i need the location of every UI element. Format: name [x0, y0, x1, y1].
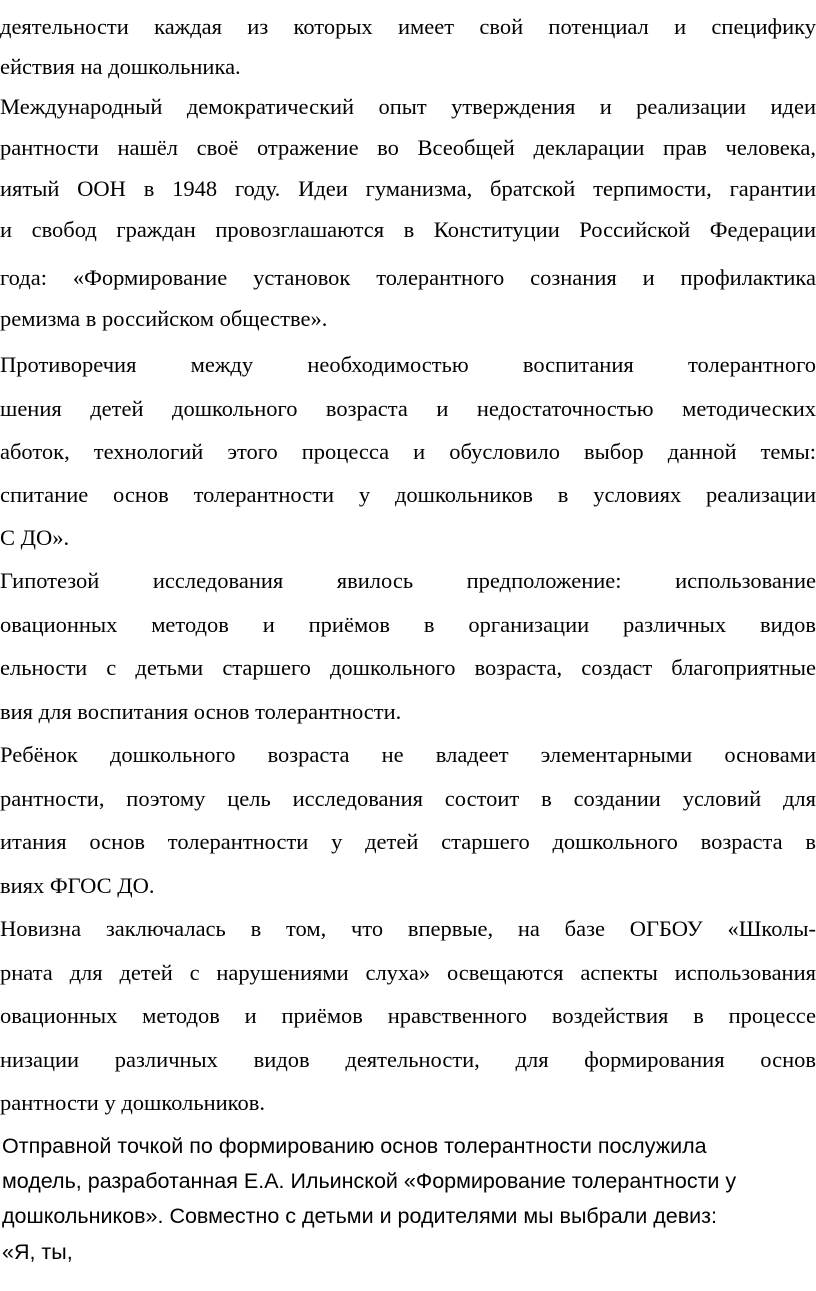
text-line: года: «Формирование установок толерантного сознания и профилактика [0, 265, 816, 290]
text-line: аботок, технологий этого процесса и обусловило выбор данной темы: [0, 439, 816, 464]
text-line: овационных методов и приёмов в организации различных видов [0, 612, 816, 637]
text-line: иятый ООН в 1948 году. Идеи гуманизма, братской терпимости, гарантии [0, 176, 816, 201]
text-line: дошкольников». Совместно с детьми и родителями мы выбрали девиз: [2, 1204, 717, 1228]
text-line: ремизма в российском обществе». [0, 306, 328, 331]
text-line: деятельности каждая из которых имеет свой потенциал и специфику [0, 14, 816, 39]
text-line: Ребёнок дошкольного возраста не владеет элементарными основами [0, 742, 816, 767]
text-line: и свобод граждан провозглашаются в Конституции Российской Федерации [0, 217, 816, 242]
text-line: рантности у дошкольников. [0, 1090, 265, 1115]
text-line: спитание основ толерантности у дошкольников в условиях реализации [0, 482, 816, 507]
text-line: ельности с детьми старшего дошкольного возраста, создаст благоприятные [0, 655, 816, 680]
text-line: «Я, ты, [2, 1240, 73, 1264]
text-line: рантности нашёл своё отражение во Всеобщей декларации прав человека, [0, 135, 816, 160]
text-line: вия для воспитания основ толерантности. [0, 699, 402, 724]
text-line: итания основ толерантности у детей старшего дошкольного возраста в [0, 829, 816, 854]
text-line: шения детей дошкольного возраста и недостаточностью методических [0, 396, 816, 421]
text-line: рната для детей с нарушениями слуха» освещаются аспекты использования [0, 960, 816, 985]
text-line: Противоречия между необходимостью воспитания толерантного [0, 352, 816, 377]
text-line: низации различных видов деятельности, для формирования основ [0, 1047, 816, 1072]
text-line: овационных методов и приёмов нравственного воздействия в процессе [0, 1003, 816, 1028]
text-line: Новизна заключалась в том, что впервые, на базе ОГБОУ «Школы- [0, 916, 816, 941]
text-line: модель, разработанная Е.А. Ильинской «Формирование толерантности у [2, 1169, 737, 1193]
text-line: Гипотезой исследования явилось предположение: использование [0, 568, 816, 593]
text-line: Отправной точкой по формированию основ толерантности послужила [2, 1134, 707, 1158]
text-line: ействия на дошкольника. [0, 54, 241, 79]
text-line: виях ФГОС ДО. [0, 873, 155, 898]
text-line: С ДО». [0, 525, 70, 550]
text-line: рантности, поэтому цель исследования состоит в создании условий для [0, 786, 816, 811]
text-line: Международный демократический опыт утверждения и реализации идеи [0, 94, 816, 119]
